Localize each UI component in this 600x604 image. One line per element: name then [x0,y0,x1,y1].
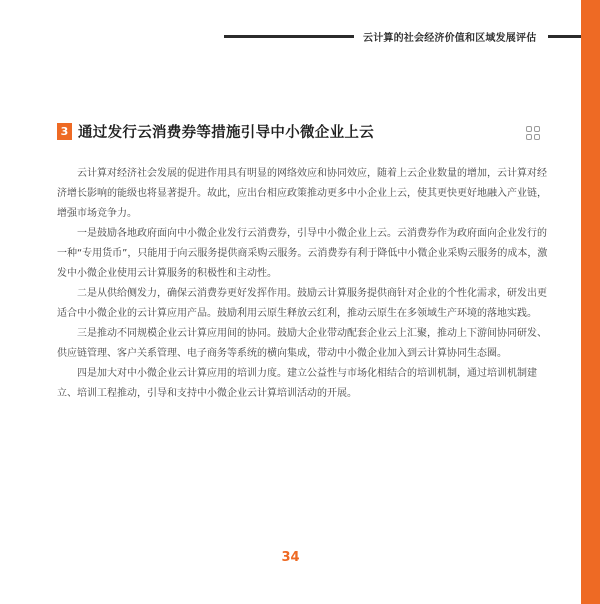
running-header-title: 云计算的社会经济价值和区域发展评估 [363,33,537,44]
orange-side-stripe [581,0,600,604]
section-heading [57,121,374,142]
paragraph-intro: 云计算对经济社会发展的促进作用具有明显的网络效应和协同效应，随着上云企业数量的增加，云计算对经济增长影响的能级也将显著提升。故此，应出台相应政策推动更多中小企业上云，使其更快更好地融入产业链，增强市场竞争力。 [57,168,547,219]
paragraph-point-1: 一是鼓励各地政府面向中小微企业发行云消费券，引导中小微企业上云。云消费券作为政府面向企业发行的一种“专用货币”，只能用于向云服务提供商采购云服务。云消费券有利于降低中小微企业采购云服务的成本，激发中小微企业使用云计算服务的积极性和主动性。 [57,228,548,279]
header-rule-right [548,35,581,38]
page-number: 34 [281,550,300,565]
paragraph-point-4: 四是加大对中小微企业云计算应用的培训力度。建立公益性与市场化相结合的培训机制，通过培训机制建立、培训工程推动，引导和支持中小微企业云计算培训活动的开展。 [57,368,537,399]
grid-icon [526,126,540,140]
paragraph-point-2: 二是从供给侧发力，确保云消费券更好发挥作用。鼓励云计算服务提供商针对企业的个性化需求，研发出更适合中小微企业的云计算应用产品。鼓励利用云原生释放云红利，推动云原生在多领域生产环境的落地实践。 [57,288,547,319]
header-rule-left [224,35,354,38]
body-text [57,164,551,404]
section-number-badge: 3 [57,123,72,140]
section-title: 通过发行云消费券等措施引导中小微企业上云 [78,125,374,141]
paragraph-point-3: 三是推动不同规模企业云计算应用间的协同。鼓励大企业带动配套企业云上汇聚，推动上下游间协同研发、供应链管理、客户关系管理、电子商务等系统的横向集成，带动中小微企业加入到云计算协同生态圈。 [57,328,547,359]
